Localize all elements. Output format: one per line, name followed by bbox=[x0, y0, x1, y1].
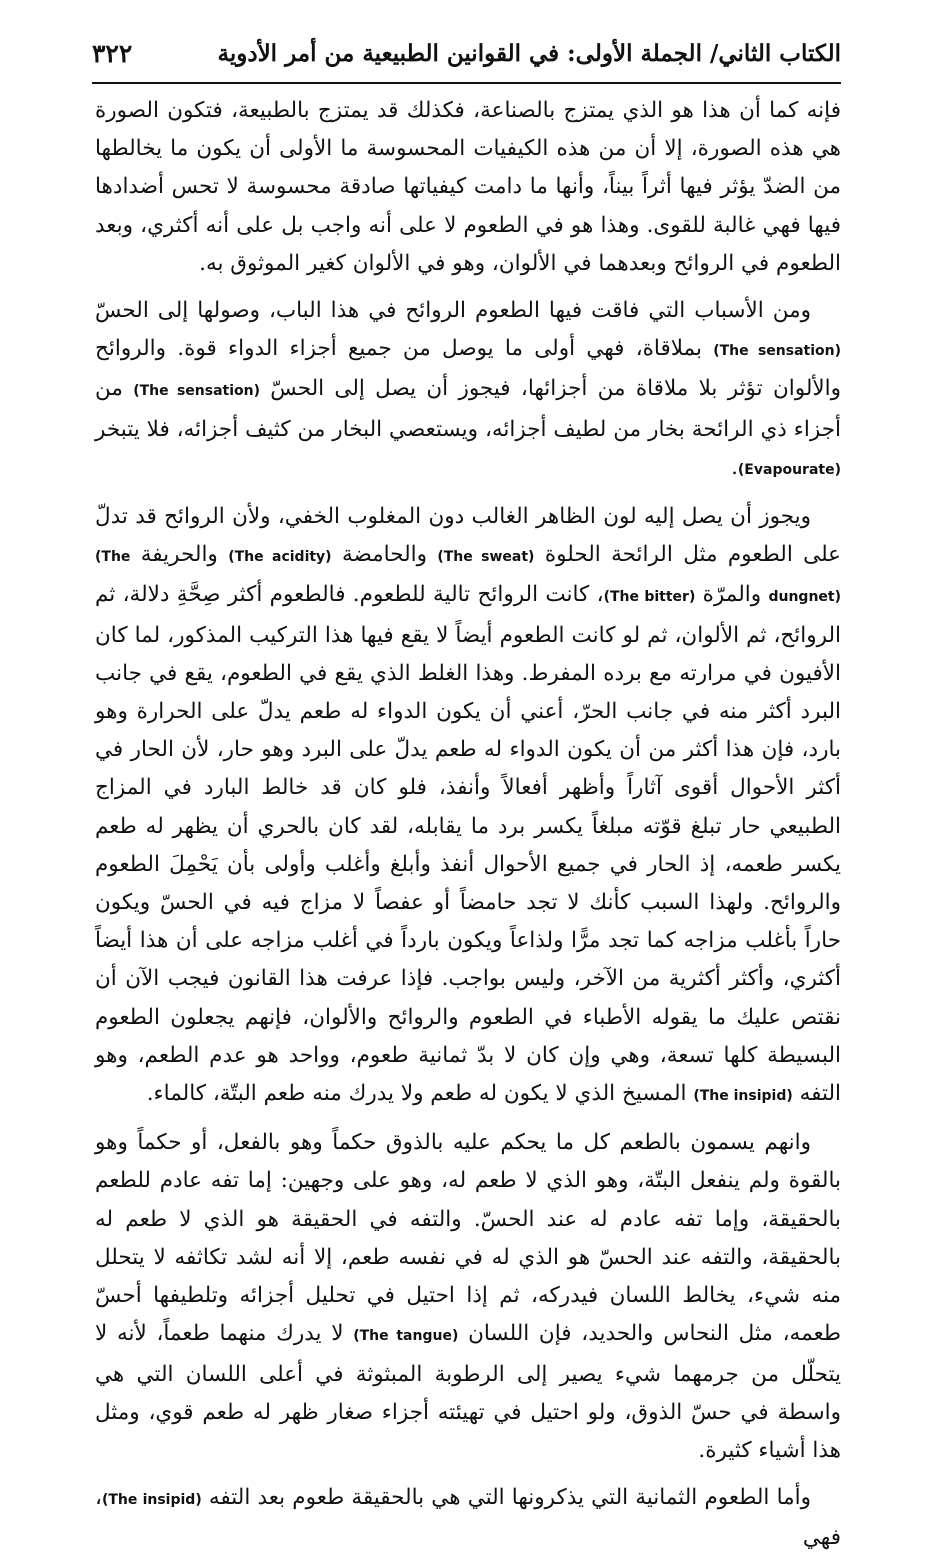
arabic-text: والحامضة bbox=[331, 542, 438, 568]
arabic-text: والمرّة bbox=[695, 582, 769, 608]
arabic-text: ، فهي bbox=[95, 1485, 841, 1551]
arabic-text: وأما الطعوم الثمانية التي يذكرونها التي هي بالحقيقة طعوم بعد التفه bbox=[201, 1485, 811, 1511]
english-term: (The dungnet) bbox=[95, 549, 841, 606]
paragraph bbox=[95, 1479, 841, 1557]
arabic-text: وانهم يسمون بالطعم كل ما يحكم عليه بالذوق حكماً وهو بالفعل، أو حكماً وهو بالقوة ولم ينفعل البتّة، وهو الذي لا طعم له، وهو على وجهين: إما تفه عادم للطعم بالحقيقة، وإما تفه عادم له عند الحسّ. والتفه في الحقيقة هو الذي لا طعم له بالحقيقة، والتفه عند الحسّ هو الذي له في نفسه طعم، إلا أنه لشد تكاثفه لا يتحلل منه شيء، يخالط اللسان فيدركه، ثم إذا احتيل في تحليل أجزائه وتلطيفها أحسّ طعمه، مثل النحاس والحديد، فإن اللسان bbox=[95, 1130, 841, 1347]
paragraph bbox=[95, 92, 841, 283]
english-term: (The sensation) bbox=[133, 383, 260, 400]
paragraph bbox=[95, 1124, 841, 1470]
header-rule bbox=[92, 82, 841, 84]
arabic-text: فإنه كما أن هذا هو الذي يمتزج بالصناعة، فكذلك قد يمتزج بالطبيعة، فتكون الصورة هي هذه الصورة، إلا أن من هذه الكيفيات المحسوسة ما الأولى أن يكون ما يخالطها من الضدّ يؤثر فيها أثراً بيناً، وأنها ما دامت كيفياتها صادقة محسوسة لا تحس أضدادها فيها فهي غالبة للقوى. وهذا هو في الطعوم لا على أنه واجب بل على أنه أكثري، وبعد الطعوم في الروائح وبعدهما في الألوان، وهو في الألوان كغير الموثوق به. bbox=[95, 98, 841, 276]
page-number: ٣٢٢ bbox=[92, 38, 133, 68]
english-term: (Evapourate) bbox=[737, 461, 841, 478]
arabic-text: . bbox=[731, 454, 738, 480]
english-term: (The sweat) bbox=[437, 549, 535, 566]
english-term: (The insipid) bbox=[101, 1492, 202, 1509]
english-term: (The sensation) bbox=[713, 343, 841, 360]
english-term: (The tangue) bbox=[353, 1328, 459, 1345]
arabic-text: ومن الأسباب التي فاقت فيها الطعوم الروائح في هذا الباب، وصولها إلى الحسّ bbox=[95, 298, 811, 324]
arabic-text: من أجزاء ذي الرائحة بخار من لطيف أجزائه، ويستعصي البخار من كثيف أجزائه، فلا يتبخر bbox=[95, 376, 841, 442]
arabic-text: ويجوز أن يصل إليه لون الظاهر الغالب دون المغلوب الخفي، ولأن الروائح قد تدلّ على الطعوم مثل الرائحة الحلوة bbox=[95, 504, 842, 568]
arabic-text: ، كانت الروائح تالية للطعوم. فالطعوم أكثر صِحَّةِ دلالة، ثم الروائح، ثم الألوان، ثم لو كانت الطعوم أيضاً لا يقع فيها هذا التركيب المذكور، لما كان الأفيون في مرارته مع برده المفرط. وهذا الغلط الذي يقع في الطعوم، يقع في جانب البرد أكثر منه في جانب الحرّ، أعني أن يكون الدواء له طعم يدلّ على الحرارة وهو بارد، فإن هذا أكثر من أن يكون الدواء له طعم يدلّ على البرد وهو حار، لأن الحار في أكثر الأحوال أقوى آثاراً وأظهر أفعالاً وأنفذ، فلو كان قد خالط البارد في المزاج الطبيعي حار تبلغ قوّته مبلغاً يكسر برد ما يقابله، لقد كان بالحري أن يظهر له طعم يكسر طعمه، إذ الحار في جميع الأحوال أنفذ وأبلغ وأغلب وأولى بأن يَحْمِلَ الطعوم والروائح. ولهذا السبب كأنك لا تجد حامضاً أو عفصاً لا مزاج فيه في الحسّ ويكون حاراً بأغلب مزاجه كما تجد مرًّا ولذاعاً ويكون بارداً في أغلب مزاجه على أن هذا أيضاً أكثري، وأكثر أكثرية من الآخر، وليس بواجب. فإذا عرفت هذا القانون فيجب الآن أن نقتص عليك ما يقوله الأطباء في الطعوم والروائح والألوان، فإنهم يجعلون الطعوم البسيطة كلها تسعة، وهي وإن كان لا بدّ ثمانية طعوم، وواحد هو عدم الطعم، وهو التفه bbox=[95, 582, 842, 1107]
english-term: (The acidity) bbox=[228, 549, 332, 566]
body-text bbox=[95, 92, 841, 1567]
paragraph bbox=[95, 498, 841, 1115]
arabic-text: المسيخ الذي لا يكون له طعم ولا يدرك منه طعم البتّة، كالماء. bbox=[146, 1081, 694, 1107]
page-header bbox=[92, 30, 841, 76]
english-term: (The insipid) bbox=[693, 1088, 793, 1105]
arabic-text: لا يدرك منهما طعماً، لأنه لا يتحلّل من جرمهما شيء يصير إلى الرطوبة المبثوثة في أعلى اللسان التي هي واسطة في حسّ الذوق، ولو احتيل في تهيئته أجزاء صغار ظهر له طعم قوي، ومثل هذا أشياء كثيرة. bbox=[95, 1321, 841, 1463]
paragraph bbox=[95, 292, 841, 489]
arabic-text: والحريفة bbox=[130, 542, 229, 568]
arabic-text: بملاقاة، فهي أولى ما يوصل من جميع أجزاء الدواء قوة. والروائح والألوان تؤثر بلا ملاقاة من أجزائها، فيجوز أن يصل إلى الحسّ bbox=[95, 336, 841, 402]
running-title: الكتاب الثاني/ الجملة الأولى: في القوانين الطبيعية من أمر الأدوية bbox=[217, 39, 841, 67]
english-term: (The bitter) bbox=[603, 589, 696, 606]
